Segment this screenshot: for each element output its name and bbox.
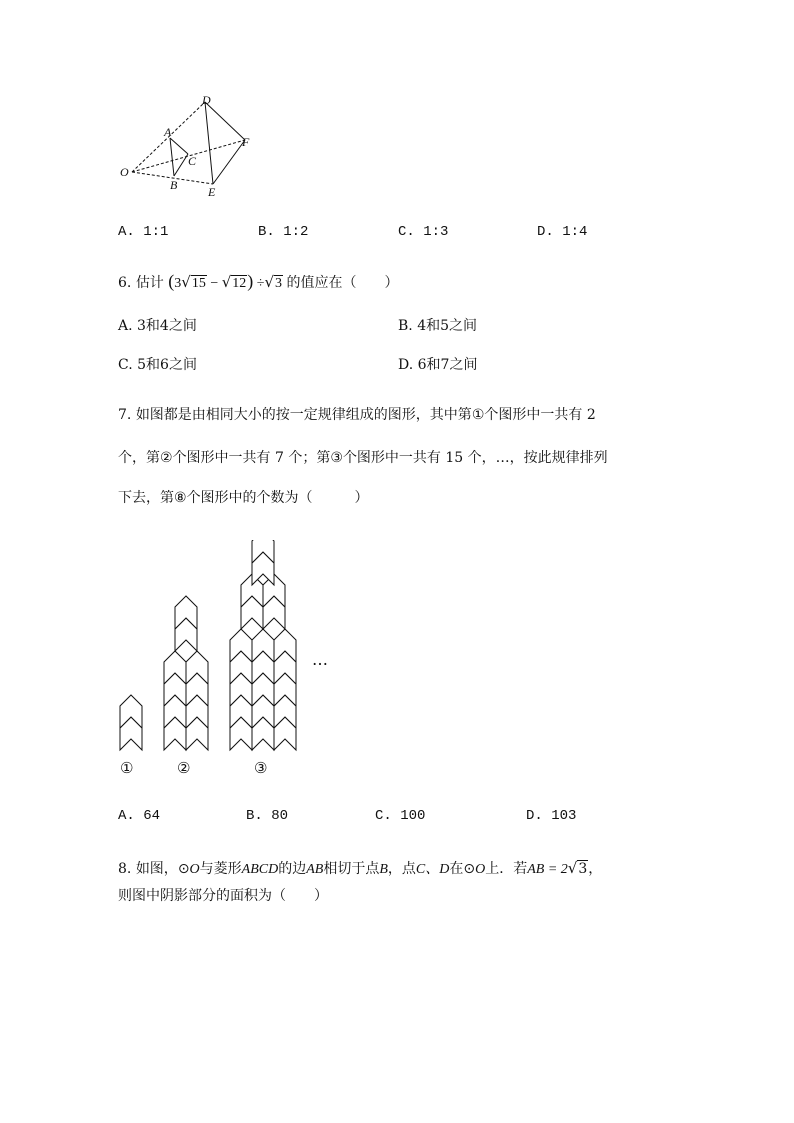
label-D: D: [202, 93, 211, 107]
q6-number: 6.: [118, 275, 132, 291]
q6-option-c[interactable]: C. 5和6之间: [118, 357, 197, 373]
circled-eight: ⑧: [174, 490, 187, 506]
circle-dot-symbol-2: ⊙: [463, 861, 476, 877]
q7-figure: [112, 540, 342, 790]
circle-dot-symbol: ⊙: [177, 861, 190, 877]
q7-ellipsis: …: [312, 650, 328, 669]
q7-number: 7.: [118, 407, 132, 423]
q6-option-a[interactable]: A. 3和4之间: [118, 318, 197, 334]
label-O: O: [120, 165, 129, 179]
label-A: A: [164, 125, 172, 139]
q7-option-c[interactable]: C. 100: [375, 808, 426, 824]
q6-option-d[interactable]: D. 6和7之间: [398, 357, 478, 373]
label-B: B: [170, 178, 178, 192]
q6-stem: [118, 271, 399, 294]
q7-option-a[interactable]: A. 64: [118, 808, 161, 824]
q6-prefix: 估计: [135, 275, 164, 291]
q5-option-d[interactable]: D. 1:4: [537, 224, 588, 240]
q6-suffix: 的值应在（ ）: [286, 275, 399, 291]
q5-figure: [110, 92, 270, 202]
q7-line-1: 7. 如图都是由相同大小的按一定规律组成的图形，其中第①个图形中一共有 2: [118, 407, 596, 423]
q8-line-1: 8. 如图，⊙O与菱形ABCD的边AB相切于点B，点C、D在⊙O上．若AB = 2√3，: [118, 859, 603, 877]
label-E: E: [208, 185, 216, 199]
circled-one: ①: [471, 407, 485, 423]
q7-option-b[interactable]: B. 80: [246, 808, 289, 824]
circled-three: ③: [330, 450, 343, 466]
q6-option-b[interactable]: B. 4和5之间: [398, 318, 478, 334]
q7-figure-label-1: ①: [120, 759, 134, 777]
circled-two: ②: [160, 450, 173, 466]
label-C: C: [188, 154, 197, 168]
q5-option-c[interactable]: C. 1:3: [398, 224, 449, 240]
q5-option-b[interactable]: B. 1:2: [258, 224, 309, 240]
q7-figure-label-3: ③: [254, 759, 268, 777]
q7-figure-label-2: ②: [177, 759, 191, 777]
label-F: F: [242, 135, 250, 149]
q6-expression: (3√15 − √12) ÷√3: [168, 271, 283, 291]
q5-option-a[interactable]: A. 1:1: [118, 224, 169, 240]
q7-line-2: 个，第②个图形中一共有 7 个；第③个图形中一共有 15 个，…，按此规律排列: [118, 450, 608, 466]
q8-number: 8.: [118, 861, 132, 877]
q7-line-3: 下去，第⑧个图形中的个数为（ ）: [118, 490, 369, 506]
q7-option-d[interactable]: D. 103: [526, 808, 577, 824]
q8-line-2: 则图中阴影部分的面积为（ ）: [118, 888, 328, 904]
